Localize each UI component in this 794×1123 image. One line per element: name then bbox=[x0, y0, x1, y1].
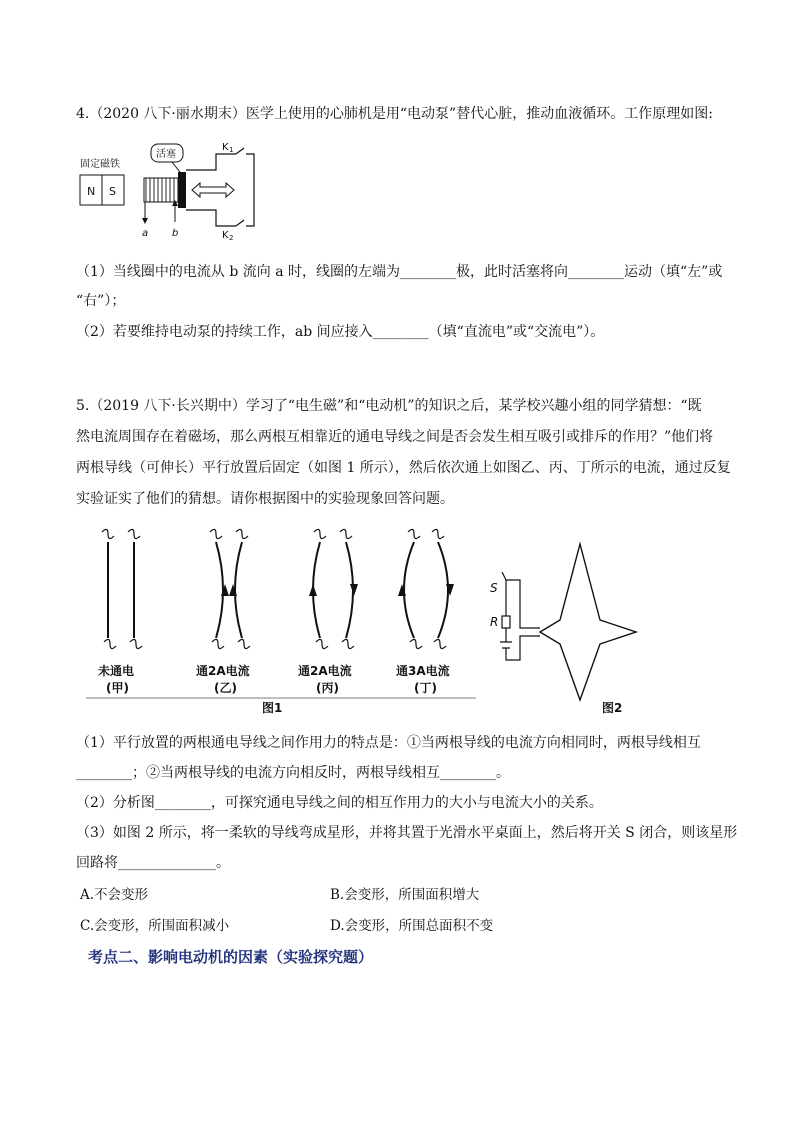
q4-magnet-caption: 固定磁铁 bbox=[80, 159, 120, 170]
q5-panel-caption-bing: 通2A电流 bbox=[298, 664, 352, 678]
q4-switch-k1: K bbox=[222, 142, 229, 153]
q5-figure2-resistor bbox=[502, 616, 510, 628]
q5-figure1-label: 图1 bbox=[262, 701, 283, 715]
q5-panel-tag-ding: (丁) bbox=[414, 681, 437, 695]
q4-stem: 4.（2020 八下·丽水期末）医学上使用的心肺机是用“电动泵”替代心脏，推动血液循环。工作原理如图: bbox=[76, 106, 713, 122]
q5-panel-caption-yi: 通2A电流 bbox=[196, 664, 250, 678]
q5-panel-tag-jia: (甲) bbox=[106, 681, 129, 695]
q4-switch-k2-sub: 2 bbox=[229, 234, 234, 242]
q5-panel-ding bbox=[398, 529, 454, 648]
q5-panel-tag-yi: (乙) bbox=[214, 681, 237, 695]
q5-panel-caption-jia: 未通电 bbox=[98, 664, 135, 678]
q4-coil bbox=[144, 178, 178, 202]
q4-figure-pump bbox=[76, 140, 266, 240]
q4-piston bbox=[178, 172, 186, 208]
q5-option-c: C.会变形，所围面积减小 bbox=[80, 918, 230, 934]
q5-panel-tag-bing: (丙) bbox=[316, 681, 339, 695]
q5-sub1-line1: （1）平行放置的两根通电导线之间作用力的特点是：①当两根导线的电流方向相同时，两根导线相互 bbox=[76, 735, 701, 751]
q4-label-a: a bbox=[142, 228, 149, 239]
q5-panel-jia bbox=[102, 529, 142, 648]
q5-panel-yi bbox=[210, 529, 250, 648]
q4-pole-n: N bbox=[87, 185, 96, 198]
q5-sub3-line2: 回路将______________。 bbox=[76, 855, 230, 871]
q5-figure2-label: 图2 bbox=[602, 701, 623, 715]
q4-piston-label: 活塞 bbox=[156, 149, 176, 160]
q4-valve-k2 bbox=[236, 220, 244, 226]
q4-switch-k2: K bbox=[222, 230, 229, 241]
q4-pump-chamber bbox=[186, 154, 254, 226]
q5-option-b: B.会变形，所围面积增大 bbox=[330, 887, 480, 903]
q4-double-arrow bbox=[192, 183, 234, 197]
q5-stem-line2: 然电流周围存在着磁场，那么两根互相靠近的通电导线之间是否会发生相互吸引或排斥的作用？”他们将 bbox=[76, 429, 714, 445]
q5-stem-line1: 5.（2019 八下·长兴期中）学习了“电生磁”和“电动机”的知识之后，某学校兴趣小组的同学猜想：“既 bbox=[76, 398, 702, 414]
q5-figures bbox=[80, 520, 710, 720]
q5-figure2 bbox=[490, 544, 636, 715]
section-heading: 考点二、影响电动机的因素（实验探究题） bbox=[88, 948, 374, 966]
q5-figure2-switch-label: S bbox=[490, 581, 498, 595]
q5-panel-bing bbox=[309, 529, 358, 648]
q4-pole-s: S bbox=[109, 185, 116, 198]
q4-sub1-line1: （1）当线圈中的电流从 b 流向 a 时，线圈的左端为________极，此时活塞将向________运动（填“左”或 bbox=[76, 264, 723, 280]
q4-sub1-line2: “右”）； bbox=[76, 293, 126, 309]
q5-sub3-line1: （3）如图 2 所示，将一柔软的导线弯成星形，并将其置于光滑水平桌面上，然后将开关 S 闭合，则该星形 bbox=[76, 825, 738, 841]
q5-figure2-resistor-label: R bbox=[490, 615, 499, 629]
q5-stem-line4: 实验证实了他们的猜想。请你根据图中的实验现象回答问题。 bbox=[76, 491, 454, 507]
q5-option-d: D.会变形，所围总面积不变 bbox=[330, 918, 494, 934]
q5-figure2-star bbox=[540, 544, 636, 700]
q5-option-a: A.不会变形 bbox=[80, 887, 149, 903]
q5-sub2: （2）分析图________，可探究通电导线之间的相互作用力的大小与电流大小的关系。 bbox=[76, 795, 603, 811]
q5-stem-line3: 两根导线（可伸长）平行放置后固定（如图 1 所示），然后依次通上如图乙、丙、丁所示的电流，通过反复 bbox=[76, 460, 731, 476]
q5-sub1-line2: ________；②当两根导线的电流方向相反时，两根导线相互________。 bbox=[76, 765, 510, 781]
q4-label-b: b bbox=[172, 228, 179, 239]
q4-sub2: （2）若要维持电动泵的持续工作，ab 间应接入________（填“直流电”或“交流电”）。 bbox=[76, 324, 605, 340]
q4-switch-k1-sub: 1 bbox=[229, 146, 234, 154]
q4-valve-k1 bbox=[236, 148, 244, 154]
q5-panel-caption-ding: 通3A电流 bbox=[396, 664, 450, 678]
